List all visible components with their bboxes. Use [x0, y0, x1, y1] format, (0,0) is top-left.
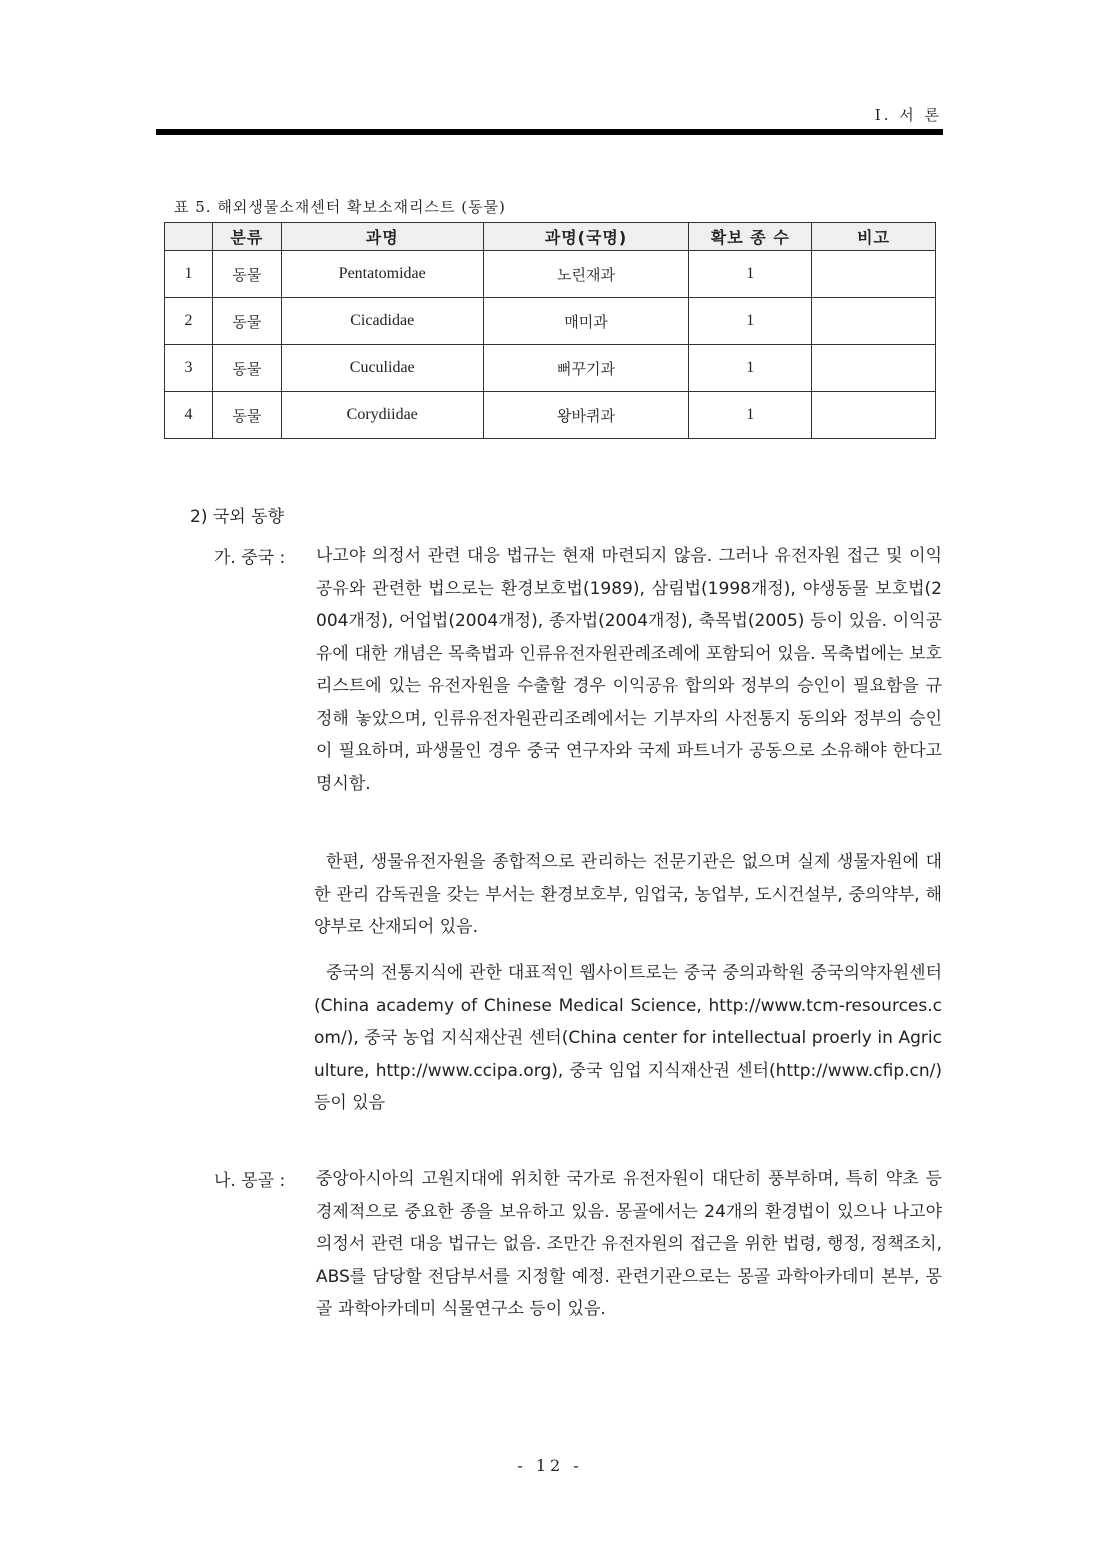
table-row	[165, 345, 936, 392]
china-paragraph-3: 중국의 전통지식에 관한 대표적인 웹사이트로는 중국 중의과학원 중국의약자원센터(China academy of Chinese Medical Science, http://www.tcm-resources.com/), 중국 농업 지식재산권 센터(China center for intellectual proerly in Agriculture, http://www.ccipa.org), 중국 임업 지식재산권 센터(http://www.cfip.cn/) 등이 있음	[314, 963, 942, 1113]
table-row	[165, 392, 936, 439]
cell-category: 동물	[212, 392, 281, 439]
cell-no: 2	[165, 298, 213, 345]
header-cell-note: 비고	[812, 223, 936, 251]
china-paragraph-2: 한편, 생물유전자원을 종합적으로 관리하는 전문기관은 없으며 실제 생물자원에 대한 관리 감독권을 갖는 부서는 환경보호부, 임업국, 농업부, 도시건설부, 중의약부, 해양부로 산재되어 있음.	[314, 852, 942, 937]
table-caption: 표 5. 해외생물소재센터 확보소재리스트 (동물)	[174, 198, 506, 216]
section-title: 2) 국외 동향	[190, 507, 284, 527]
cell-count: 1	[689, 345, 812, 392]
cell-no: 4	[165, 392, 213, 439]
table-header-row	[165, 223, 936, 251]
table-row	[165, 251, 936, 298]
cell-family-ko: 매미과	[483, 298, 689, 345]
table-row	[165, 298, 936, 345]
cell-count: 1	[689, 251, 812, 298]
cell-family: Cicadidae	[281, 298, 483, 345]
cell-count: 1	[689, 298, 812, 345]
cell-family: Corydiidae	[281, 392, 483, 439]
china-label: 가. 중국 :	[214, 548, 286, 568]
header-cell-category: 분류	[212, 223, 281, 251]
cell-note	[812, 251, 936, 298]
cell-no: 1	[165, 251, 213, 298]
header-cell-family: 과명	[281, 223, 483, 251]
cell-family: Cuculidae	[281, 345, 483, 392]
page-number: - 12 -	[517, 1456, 583, 1475]
cell-category: 동물	[212, 251, 281, 298]
china-paragraph-1: 나고야 의정서 관련 대응 법규는 현재 마련되지 않음. 그러나 유전자원 접근 및 이익공유와 관련한 법으로는 환경보호법(1989), 삼림법(1998개정), 야생동물 보호법(2004개정), 어업법(2004개정), 종자법(2004개정), 축목법(2005) 등이 있음. 이익공유에 대한 개념은 목축법과 인류유전자원관례조례에 포함되어 있음. 목축법에는 보호리스트에 있는 유전자원을 수출할 경우 이익공유 합의와 정부의 승인이 필요함을 규정해 놓았으며, 인류유전자원관리조례에서는 기부자의 사전통지 동의와 정부의 승인이 필요하며, 파생물인 경우 중국 연구자와 국제 파트너가 공동으로 소유해야 한다고 명시함.	[316, 546, 942, 794]
cell-family: Pentatomidae	[281, 251, 483, 298]
header-cell-family-ko: 과명(국명)	[483, 223, 689, 251]
header-cell-no	[165, 223, 213, 251]
mongolia-paragraph: 중앙아시아의 고원지대에 위치한 국가로 유전자원이 대단히 풍부하며, 특히 약초 등 경제적으로 중요한 종을 보유하고 있음. 몽골에서는 24개의 환경법이 있으나 나고야 의정서 관련 대응 법규는 없음. 조만간 유전자원의 접근을 위한 법령, 행정, 정책조치, ABS를 담당할 전담부서를 지정할 예정. 관련기관으로는 몽골 과학아카데미 본부, 몽골 과학아카데미 식물연구소 등이 있음.	[316, 1169, 942, 1319]
mongolia-label: 나. 몽골 :	[214, 1171, 286, 1191]
cell-note	[812, 298, 936, 345]
cell-category: 동물	[212, 298, 281, 345]
chapter-label: I. 서 론	[874, 106, 942, 124]
cell-family-ko: 왕바퀴과	[483, 392, 689, 439]
cell-note	[812, 392, 936, 439]
cell-family-ko: 뻐꾸기과	[483, 345, 689, 392]
cell-count: 1	[689, 392, 812, 439]
cell-family-ko: 노린재과	[483, 251, 689, 298]
cell-no: 3	[165, 345, 213, 392]
cell-note	[812, 345, 936, 392]
resource-table	[164, 222, 936, 439]
header-cell-count: 확보 종 수	[689, 223, 812, 251]
header-rule	[156, 129, 943, 135]
cell-category: 동물	[212, 345, 281, 392]
